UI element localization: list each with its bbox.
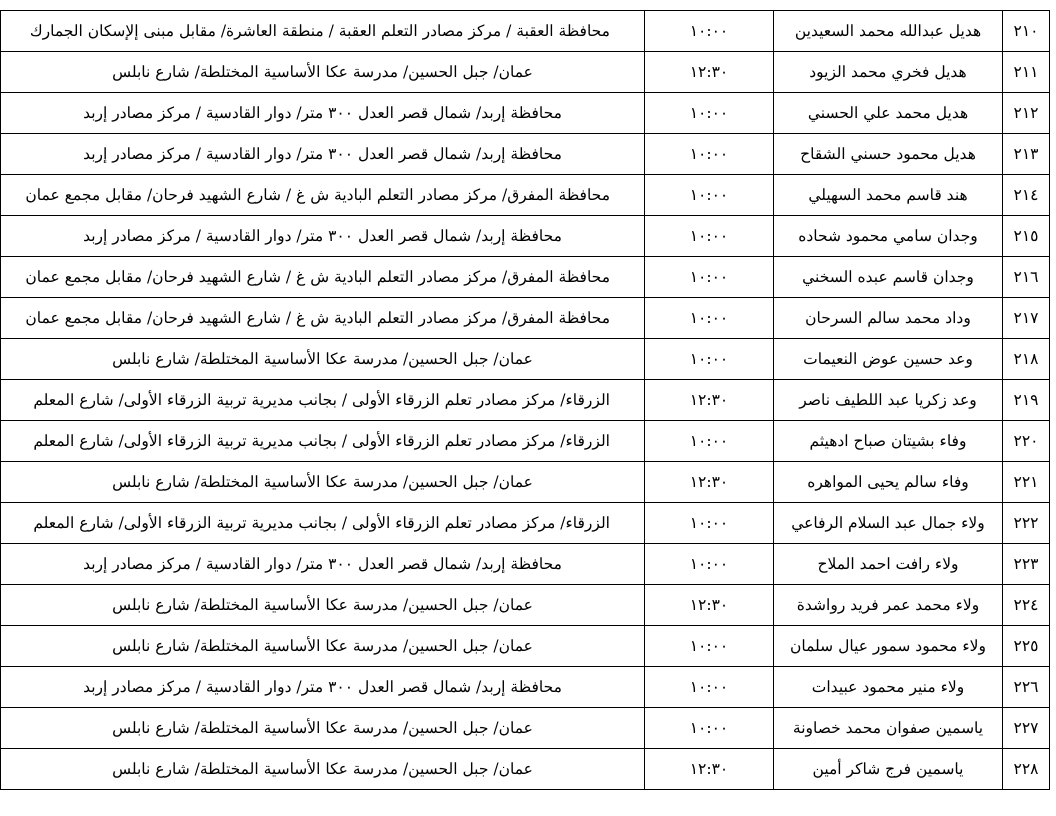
row-number-cell: ٢١٧ (1003, 298, 1050, 339)
candidate-name-cell: وفاء بشيتان صباح ادهيثم (774, 421, 1003, 462)
candidate-name-cell: هند قاسم محمد السهيلي (774, 175, 1003, 216)
candidate-name-cell: وفاء سالم يحيى المواهره (774, 462, 1003, 503)
exam-location-cell: عمان/ جبل الحسين/ مدرسة عكا الأساسية المختلطة/ شارع نابلس (1, 708, 645, 749)
row-number-cell: ٢٢٥ (1003, 626, 1050, 667)
candidate-name-cell: هديل محمد علي الحسني (774, 93, 1003, 134)
row-number-cell: ٢١٤ (1003, 175, 1050, 216)
exam-location-cell: عمان/ جبل الحسين/ مدرسة عكا الأساسية المختلطة/ شارع نابلس (1, 52, 645, 93)
exam-location-cell: عمان/ جبل الحسين/ مدرسة عكا الأساسية المختلطة/ شارع نابلس (1, 339, 645, 380)
exam-location-cell: عمان/ جبل الحسين/ مدرسة عكا الأساسية المختلطة/ شارع نابلس (1, 462, 645, 503)
exam-location-cell: الزرقاء/ مركز مصادر تعلم الزرقاء الأولى / بجانب مديرية تربية الزرقاء الأولى/ شارع المعلم (1, 380, 645, 421)
exam-time-cell: ١٠:٠٠ (645, 667, 774, 708)
exam-time-cell: ١٢:٣٠ (645, 380, 774, 421)
row-number-cell: ٢٢٠ (1003, 421, 1050, 462)
table-row (1, 421, 1050, 462)
exam-time-cell: ١٠:٠٠ (645, 339, 774, 380)
exam-time-cell: ١٠:٠٠ (645, 503, 774, 544)
candidate-name-cell: وعد زكريا عبد اللطيف ناصر (774, 380, 1003, 421)
exam-time-cell: ١٢:٣٠ (645, 52, 774, 93)
exam-location-cell: الزرقاء/ مركز مصادر تعلم الزرقاء الأولى / بجانب مديرية تربية الزرقاء الأولى/ شارع المعلم (1, 421, 645, 462)
exam-location-cell: محافظة إربد/ شمال قصر العدل ٣٠٠ متر/ دوار القادسية / مركز مصادر إربد (1, 544, 645, 585)
exam-time-cell: ١٢:٣٠ (645, 462, 774, 503)
table-row (1, 462, 1050, 503)
row-number-cell: ٢١٥ (1003, 216, 1050, 257)
row-number-cell: ٢١٩ (1003, 380, 1050, 421)
exam-time-cell: ١٠:٠٠ (645, 134, 774, 175)
candidate-name-cell: ولاء محمد عمر فريد رواشدة (774, 585, 1003, 626)
row-number-cell: ٢٢٤ (1003, 585, 1050, 626)
exam-location-cell: عمان/ جبل الحسين/ مدرسة عكا الأساسية المختلطة/ شارع نابلس (1, 585, 645, 626)
row-number-cell: ٢٢٦ (1003, 667, 1050, 708)
candidate-name-cell: ولاء جمال عبد السلام الرفاعي (774, 503, 1003, 544)
exam-location-cell: محافظة المفرق/ مركز مصادر التعلم البادية ش غ / شارع الشهيد فرحان/ مقابل مجمع عمان (1, 298, 645, 339)
table-row (1, 380, 1050, 421)
candidate-name-cell: هديل عبدالله محمد السعيدين (774, 11, 1003, 52)
exam-time-cell: ١٠:٠٠ (645, 257, 774, 298)
table-row (1, 93, 1050, 134)
candidate-name-cell: ولاء رافت احمد الملاح (774, 544, 1003, 585)
candidate-name-cell: هديل فخري محمد الزيود (774, 52, 1003, 93)
row-number-cell: ٢٢٣ (1003, 544, 1050, 585)
exam-location-cell: عمان/ جبل الحسين/ مدرسة عكا الأساسية المختلطة/ شارع نابلس (1, 626, 645, 667)
document-page (0, 10, 1050, 790)
table-row (1, 298, 1050, 339)
table-row (1, 11, 1050, 52)
exam-location-cell: الزرقاء/ مركز مصادر تعلم الزرقاء الأولى / بجانب مديرية تربية الزرقاء الأولى/ شارع المعلم (1, 503, 645, 544)
exam-location-cell: محافظة إربد/ شمال قصر العدل ٣٠٠ متر/ دوار القادسية / مركز مصادر إربد (1, 93, 645, 134)
candidate-name-cell: ولاء محمود سمور عيال سلمان (774, 626, 1003, 667)
table-row (1, 667, 1050, 708)
exam-time-cell: ١٠:٠٠ (645, 708, 774, 749)
table-row (1, 544, 1050, 585)
table-row (1, 626, 1050, 667)
row-number-cell: ٢٢٨ (1003, 749, 1050, 790)
candidate-name-cell: ياسمين صفوان محمد خصاونة (774, 708, 1003, 749)
table-row (1, 339, 1050, 380)
row-number-cell: ٢٢٢ (1003, 503, 1050, 544)
candidate-name-cell: وعد حسين عوض النعيمات (774, 339, 1003, 380)
candidate-name-cell: ولاء منير محمود عبيدات (774, 667, 1003, 708)
table-row (1, 585, 1050, 626)
table-row (1, 52, 1050, 93)
exam-location-cell: محافظة المفرق/ مركز مصادر التعلم البادية ش غ / شارع الشهيد فرحان/ مقابل مجمع عمان (1, 175, 645, 216)
table-row (1, 216, 1050, 257)
exam-time-cell: ١٢:٣٠ (645, 585, 774, 626)
candidate-name-cell: هديل محمود حسني الشقاح (774, 134, 1003, 175)
exam-time-cell: ١٢:٣٠ (645, 749, 774, 790)
exam-location-cell: محافظة إربد/ شمال قصر العدل ٣٠٠ متر/ دوار القادسية / مركز مصادر إربد (1, 134, 645, 175)
exam-location-cell: عمان/ جبل الحسين/ مدرسة عكا الأساسية المختلطة/ شارع نابلس (1, 749, 645, 790)
candidate-name-cell: وداد محمد سالم السرحان (774, 298, 1003, 339)
exam-time-cell: ١٠:٠٠ (645, 93, 774, 134)
table-row (1, 749, 1050, 790)
candidate-name-cell: وجدان سامي محمود شحاده (774, 216, 1003, 257)
exam-location-cell: محافظة إربد/ شمال قصر العدل ٣٠٠ متر/ دوار القادسية / مركز مصادر إربد (1, 667, 645, 708)
row-number-cell: ٢٢٧ (1003, 708, 1050, 749)
table-row (1, 175, 1050, 216)
exam-time-cell: ١٠:٠٠ (645, 626, 774, 667)
exam-time-cell: ١٠:٠٠ (645, 216, 774, 257)
row-number-cell: ٢١٨ (1003, 339, 1050, 380)
candidate-name-cell: ياسمين فرج شاكر أمين (774, 749, 1003, 790)
row-number-cell: ٢١١ (1003, 52, 1050, 93)
row-number-cell: ٢٢١ (1003, 462, 1050, 503)
candidate-name-cell: وجدان قاسم عبده السخني (774, 257, 1003, 298)
exam-schedule-table (0, 10, 1050, 790)
table-row (1, 257, 1050, 298)
exam-location-cell: محافظة إربد/ شمال قصر العدل ٣٠٠ متر/ دوار القادسية / مركز مصادر إربد (1, 216, 645, 257)
exam-location-cell: محافظة المفرق/ مركز مصادر التعلم البادية ش غ / شارع الشهيد فرحان/ مقابل مجمع عمان (1, 257, 645, 298)
exam-time-cell: ١٠:٠٠ (645, 421, 774, 462)
row-number-cell: ٢١٠ (1003, 11, 1050, 52)
exam-time-cell: ١٠:٠٠ (645, 298, 774, 339)
row-number-cell: ٢١٦ (1003, 257, 1050, 298)
exam-location-cell: محافظة العقبة / مركز مصادر التعلم العقبة / منطقة العاشرة/ مقابل مبنى إلإسكان الجمارك (1, 11, 645, 52)
exam-time-cell: ١٠:٠٠ (645, 175, 774, 216)
table-body (1, 11, 1050, 790)
exam-time-cell: ١٠:٠٠ (645, 544, 774, 585)
table-row (1, 134, 1050, 175)
table-row (1, 708, 1050, 749)
table-row (1, 503, 1050, 544)
exam-time-cell: ١٠:٠٠ (645, 11, 774, 52)
row-number-cell: ٢١٣ (1003, 134, 1050, 175)
row-number-cell: ٢١٢ (1003, 93, 1050, 134)
